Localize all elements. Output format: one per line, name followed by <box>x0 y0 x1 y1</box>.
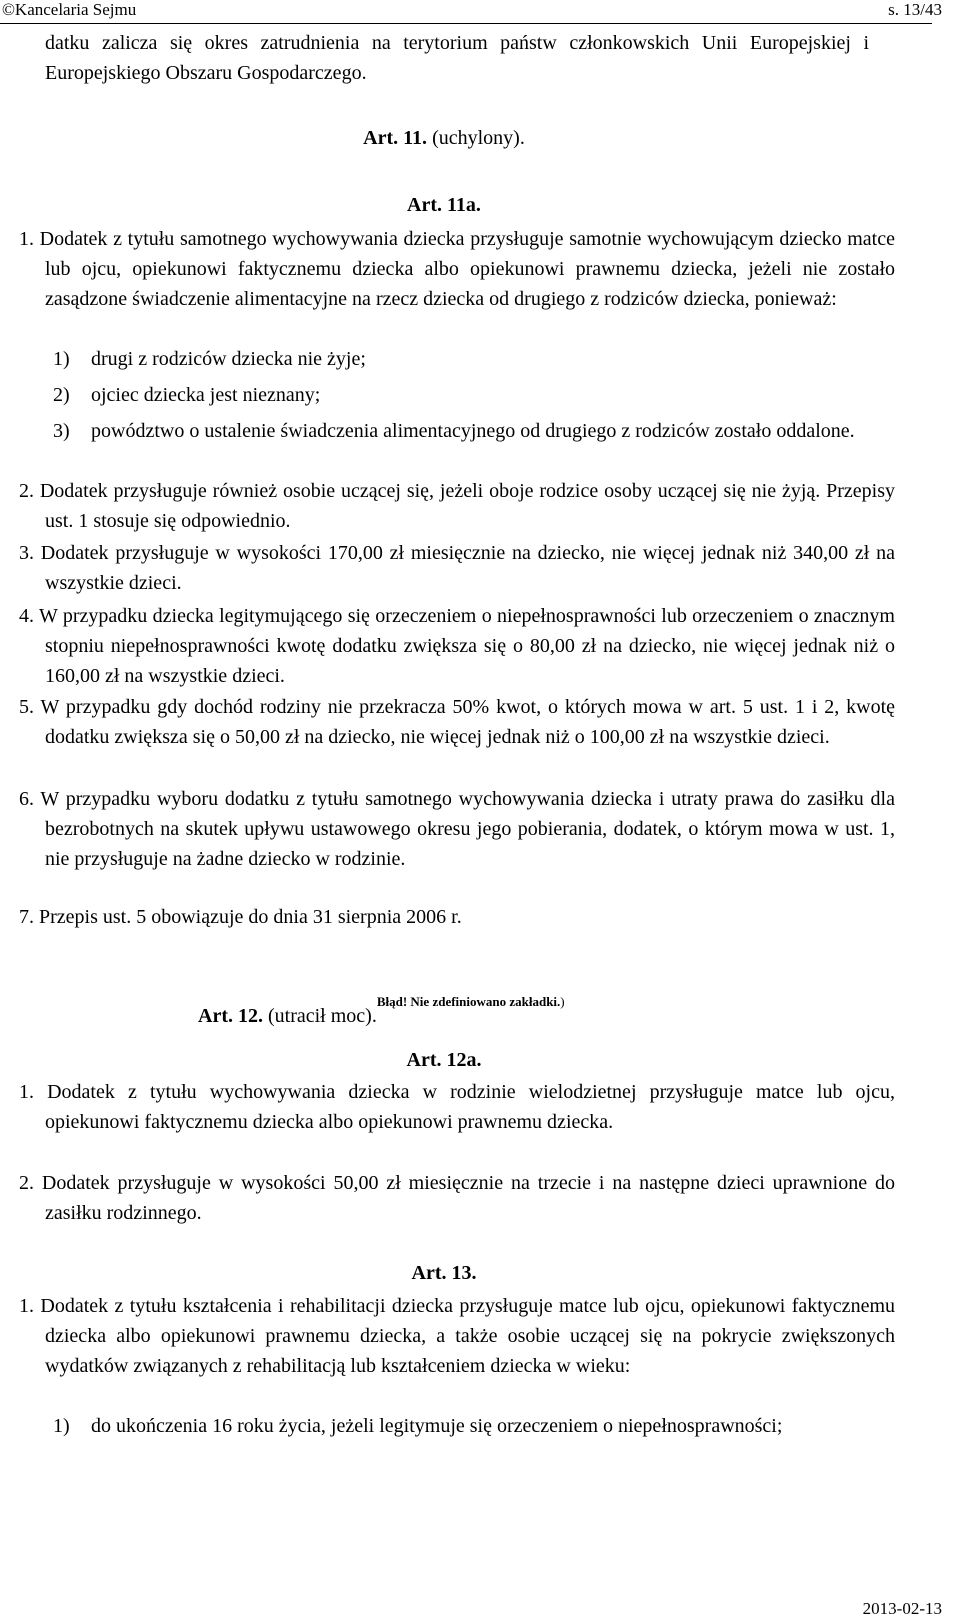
header-copyright: ©Kancelaria Sejmu <box>2 0 137 19</box>
art11a-item-2 <box>53 380 907 410</box>
art12a-paragraph-2: 2. Dodatek przysługuje w wysokości 50,00 zł miesięcznie na trzecie i na następne dzieci uprawnione do zasiłku rodzinnego. <box>19 1172 895 1224</box>
broken-reference-note: Błąd! Nie zdefiniowano zakładki. <box>376 994 561 1009</box>
header-divider <box>0 23 932 24</box>
article-13-heading: Art. 13. <box>411 1262 477 1284</box>
article-12-label: Art. 12. <box>198 1005 263 1027</box>
art11a-paragraph-1: 1. Dodatek z tytułu samotnego wychowywania dziecka przysługuje samotnie wychowującym dziecko matce lub ojcu, opiekunowi faktycznemu dziecka albo opiekunowi prawnemu dziecka, jeżeli nie zostało zasądzone świadczenie alimentacyjne na rzecz dziecka od drugiego z rodziców dziecka, ponieważ: <box>19 228 895 310</box>
art11a-paragraph-6: 6. W przypadku wyboru dodatku z tytułu samotnego wychowywania dziecka i utraty prawa do zasiłku dla bezrobotnych na skutek upływu ustawowego okresu jego pobierania, dodatek, o którym mowa w ust. 1, nie przysługuje na żadne dziecko w rodzinie. <box>19 788 895 870</box>
list-number: 1) <box>53 348 70 370</box>
art12a-paragraph-1: 1. Dodatek z tytułu wychowywania dziecka w rodzinie wielodzietnej przysługuje matce lub ojcu, opiekunowi faktycznemu dziecka albo opiekunowi prawnemu dziecka. <box>19 1081 895 1133</box>
list-text: powództwo o ustalenie świadczenia alimentacyjnego od drugiego z rodziców zostało oddalone. <box>91 420 855 442</box>
list-number: 2) <box>53 384 70 406</box>
art11a-paragraph-3: 3. Dodatek przysługuje w wysokości 170,00 zł miesięcznie na dziecko, nie więcej jednak niż 340,00 zł na wszystkie dzieci. <box>19 542 895 594</box>
list-number: 3) <box>53 420 70 442</box>
list-text: ojciec dziecka jest nieznany; <box>91 384 321 406</box>
broken-reference-paren: ) <box>560 994 565 1009</box>
article-12a-heading: Art. 12a. <box>406 1049 482 1071</box>
art13-paragraph-1: 1. Dodatek z tytułu kształcenia i rehabilitacji dziecka przysługuje matce lub ojcu, opiekunowi faktycznemu dziecka albo opiekunowi prawnemu dziecka, a także osobie uczącej się na pokrycie zwiększonych wydatków związanych z rehabilitacją lub kształceniem dziecka w wieku: <box>19 1295 895 1377</box>
art11a-item-1 <box>53 344 907 374</box>
intro-paragraph: datku zalicza się okres zatrudnienia na terytorium państw członkowskich Unii Europejskiej i Europejskiego Obszaru Gospodarczego. <box>45 32 869 84</box>
list-number: 1) <box>53 1415 70 1437</box>
article-11-label: Art. 11. <box>363 127 428 149</box>
art11a-paragraph-4: 4. W przypadku dziecka legitymującego się orzeczeniem o niepełnosprawności lub orzeczeniem o znacznym stopniu niepełnosprawności kwotę dodatku zwiększa się o 80,00 zł na dziecko, nie więcej jednak niż o 160,00 zł na wszystkie dzieci. <box>19 605 895 687</box>
article-11a-heading: Art. 11a. <box>407 194 481 216</box>
art13-item-1 <box>53 1411 907 1441</box>
list-text: drugi z rodziców dziecka nie żyje; <box>91 348 366 370</box>
article-11-status: (uchylony). <box>432 127 525 149</box>
art11a-paragraph-7: 7. Przepis ust. 5 obowiązuje do dnia 31 sierpnia 2006 r. <box>19 906 462 928</box>
footer-date: 2013-02-13 <box>862 1599 942 1618</box>
article-12-heading <box>198 994 565 1031</box>
art11a-item-3 <box>53 416 907 446</box>
art11a-paragraph-2: 2. Dodatek przysługuje również osobie uczącej się, jeżeli oboje rodzice osoby uczącej się nie żyją. Przepisy ust. 1 stosuje się odpowiednio. <box>19 480 895 532</box>
article-11-heading <box>19 123 869 153</box>
list-text: do ukończenia 16 roku życia, jeżeli legitymuje się orzeczeniem o niepełnosprawności; <box>91 1415 783 1437</box>
page-number: s. 13/43 <box>888 0 942 19</box>
article-12-status: (utracił moc). <box>267 1005 377 1027</box>
art11a-paragraph-5: 5. W przypadku gdy dochód rodziny nie przekracza 50% kwot, o których mowa w art. 5 ust. 1 i 2, kwotę dodatku zwiększa się o 50,00 zł na dziecko, nie więcej jednak niż o 100,00 zł na wszystkie dzieci. <box>19 696 895 748</box>
